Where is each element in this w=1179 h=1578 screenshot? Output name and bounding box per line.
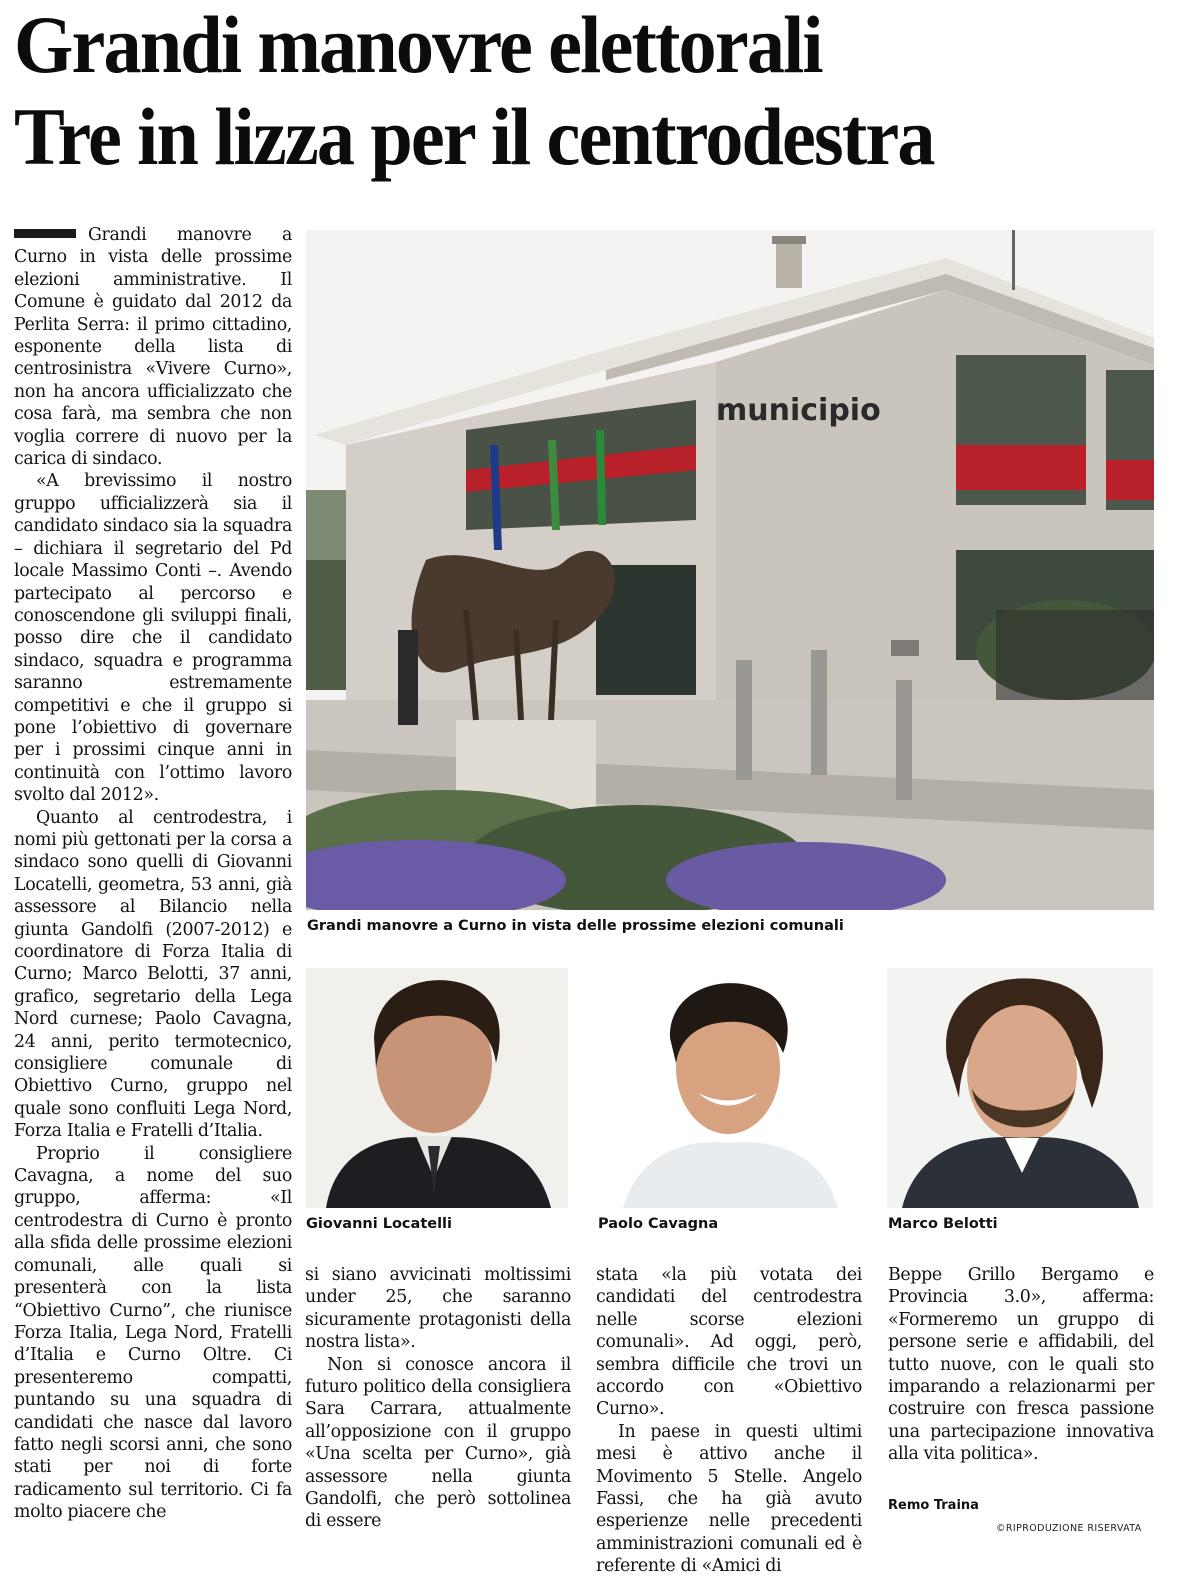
article-paragraph: si siano avvicinati moltissimi under 25, che saranno sicuramente protagonisti della nostra lista».	[305, 1265, 571, 1353]
lead-bar	[14, 229, 76, 238]
portrait-caption: Paolo Cavagna	[598, 1216, 719, 1232]
copyright-notice: ©RIPRODUZIONE RISERVATA	[996, 1523, 1142, 1534]
author-byline: Remo Traina	[888, 1498, 979, 1513]
article-paragraph: stata «la più votata dei candidati del centrodestra nelle scorse elezioni comunali». Ad oggi, però, sembra difficile che trovi un accordo con «Obiettivo Curno».	[596, 1265, 862, 1420]
article-paragraph: Beppe Grillo Bergamo e Provincia 3.0», afferma: «Formeremo un gruppo di persone serie e affidabili, del tutto nuove, con le quali sto imparando a relazionarmi per costruire con fresca passione una partecipazione innovativa alla vita politica».	[888, 1265, 1154, 1465]
sign-municipio: municipio	[716, 393, 881, 428]
portrait-caption: Marco Belotti	[888, 1216, 998, 1232]
article-paragraph-text: Grandi manovre a Curno in vista delle prossime elezioni amministrative. Il Comune è guidato dal 2012 da Perlita Serra: il primo cittadino, esponente della lista di centrosinistra «Vivere Curno», non ha ancora ufficializzato che cosa farà, ma sembra che non voglia correre di nuovo per la carica di sindaco.	[14, 225, 292, 470]
portrait-marco-belotti	[887, 968, 1153, 1208]
article-paragraph: «A brevissimo il nostro gruppo ufficializzerà sia il candidato sindaco sia la squadra – dichiara il segretario del Pd locale Massimo Conti –. Avendo partecipato al percorso e conoscendone gli sviluppi finali, posso dire che il candidato sindaco, squadra e programma saranno estremamente competitivi e che il gruppo si pone l’obiettivo di governare per i prossimi cinque anni in continuità con l’ottimo lavoro svolto dal 2012».	[14, 471, 292, 806]
article-paragraph	[14, 224, 292, 470]
portrait-caption: Giovanni Locatelli	[306, 1216, 452, 1232]
article-paragraph: Non si conosce ancora il futuro politico della consigliera Sara Carrara, attualmente all’opposizione con il gruppo «Una scelta per Curno», già assessore nella giunta Gandolfi, che però sottolinea di essere	[305, 1354, 571, 1532]
article-paragraph: Quanto al centrodestra, i nomi più gettonati per la corsa a sindaco sono quelli di Giovanni Locatelli, geometra, 53 anni, già assessore al Bilancio nella giunta Gandolfi (2007-2012) e coordinatore di Forza Italia di Curno; Marco Belotti, 37 anni, grafico, segretario della Lega Nord curnese; Paolo Cavagna, 24 anni, perito termotecnico, consigliere comunale di Obiettivo Curno, gruppo nel quale sono confluiti Lega Nord, Forza Italia e Fratelli d’Italia.	[14, 807, 292, 1142]
town-hall-photo	[306, 230, 1154, 910]
article-bottom-column-1	[305, 1264, 571, 1533]
article-paragraph: In paese in questi ultimi mesi è attivo anche il Movimento 5 Stelle. Angelo Fassi, che ha già avuto esperienze nelle precedenti amministrazioni comunali ed è referente di «Amici di	[596, 1421, 862, 1577]
photo-caption: Grandi manovre a Curno in vista delle prossime elezioni comunali	[307, 918, 844, 934]
headline-line-2: Tre in lizza per il centrodestra	[14, 91, 934, 182]
article-bottom-column-3	[888, 1264, 1154, 1466]
article-paragraph: Proprio il consigliere Cavagna, a nome del suo gruppo, afferma: «Il centrodestra di Curno è pronto alla sfida delle prossime elezioni comunali, alle quali si presenterà con la lista “Obiettivo Curno”, che riunisce Forza Italia, Lega Nord, Fratelli d’Italia e Curno Oltre. Ci presenteremo compatti, puntando su una squadra di candidati che nasce dal lavoro fatto negli scorsi anni, che sono stati per noi di forte radicamento sul territorio. Ci fa molto piacere che	[14, 1143, 292, 1523]
portrait-paolo-cavagna	[598, 968, 860, 1208]
portrait-giovanni-locatelli	[306, 968, 568, 1208]
headline-line-1: Grandi manovre elettorali	[14, 0, 822, 90]
article-left-column	[14, 224, 292, 1524]
